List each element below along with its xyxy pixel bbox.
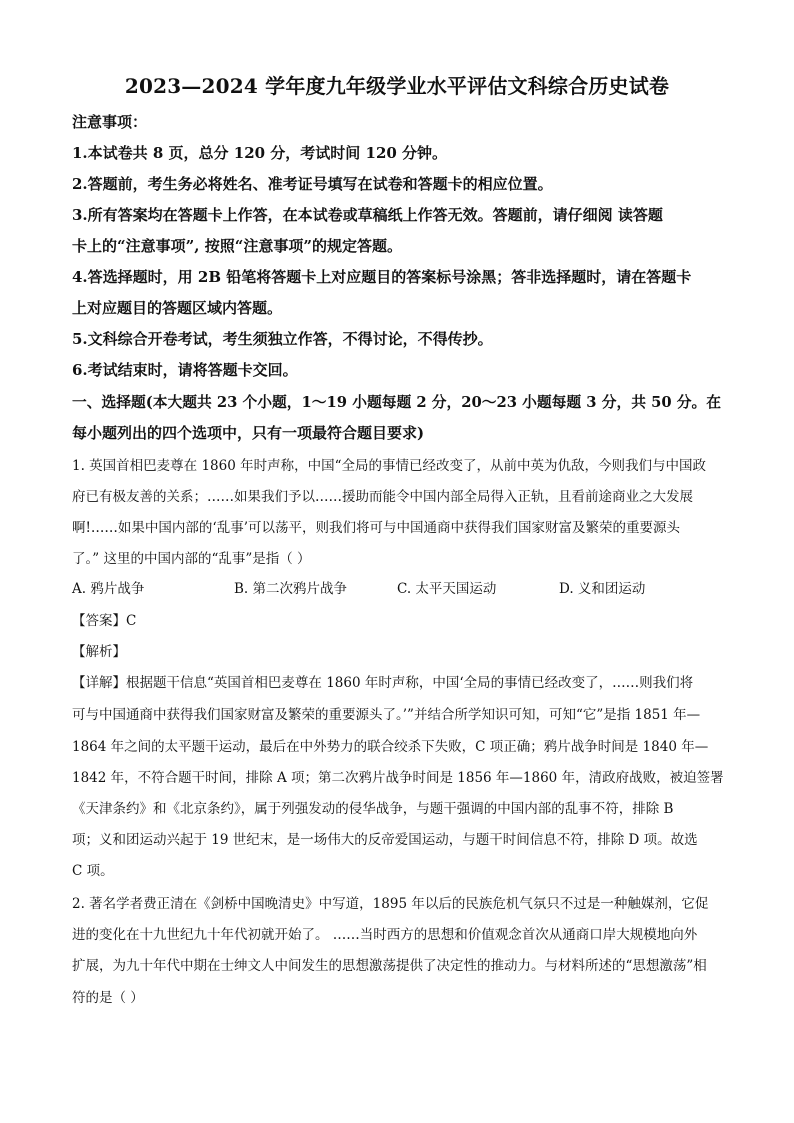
question-1-options — [72, 577, 724, 599]
notice-item: 上对应题目的答题区域内答题。 — [72, 299, 283, 317]
section-heading-cont: 每小题列出的四个选项中，只有一项最符合题目要求) — [72, 424, 425, 442]
question-2-stem: 进的变化在十九世纪九十年代初就开始了。 ……当时西方的思想和价值观念首次从通商口岸大规模地向外 — [72, 927, 698, 943]
question-1-stem: 了。” 这里的中国内部的“乱事”是指（ ） — [72, 551, 311, 567]
notice-heading: 注意事项： — [72, 113, 148, 131]
question-1-detail: 1864 年之间的太平题干运动，最后在中外势力的联合绞杀下失败，C 项正确；鸦片战争时间是 1840 年— — [72, 739, 709, 755]
notice-item: 4.答选择题时，用 2B 铅笔将答题卡上对应题目的答案标号涂黑；答非选择题时，请在答题卡 — [72, 268, 692, 286]
question-1-analysis: 【解析】 — [72, 644, 126, 660]
notice-item: 2.答题前，考生务必将姓名、准考证号填写在试卷和答题卡的相应位置。 — [72, 175, 553, 193]
question-1-detail: 1842 年，不符合题干时间，排除 A 项；第二次鸦片战争时间是 1856 年—1860 年，清政府战败，被迫签署 — [72, 770, 724, 786]
section-heading: 一、选择题(本大题共 23 个小题，1～19 小题每题 2 分，20～23 小题每题 3 分，共 50 分。在 — [72, 394, 721, 411]
notice-item: 3.所有答案均在答题卡上作答，在本试卷或草稿纸上作答无效。答题前，请仔细阅 读答题 — [72, 206, 663, 224]
question-1-detail: 【详解】根据题干信息“英国首相巴麦尊在 1860 年时声称，中国‘全局的事情已经改变了，……则我们将 — [72, 675, 694, 691]
option-c: C. 太平天国运动 — [397, 581, 497, 597]
option-b: B. 第二次鸦片战争 — [234, 581, 348, 597]
question-1-stem: 府已有极友善的关系；……如果我们予以……援助而能令中国内部全局得入正轨，且看前途商业之大发展 — [72, 489, 693, 505]
question-1-answer: 【答案】C — [72, 613, 137, 629]
question-2-stem: 符的是（ ） — [72, 990, 144, 1006]
option-d: D. 义和团运动 — [559, 581, 646, 597]
question-1-detail: 可与中国通商中获得我们国家财富及繁荣的重要源头了。’”并结合所学知识可知，可知“它”是指 1851 年— — [72, 707, 701, 723]
notice-item: 6.考试结束时，请将答题卡交回。 — [72, 361, 298, 379]
notice-item: 1.本试卷共 8 页，总分 120 分，考试时间 120 分钟。 — [72, 144, 448, 162]
question-2-stem: 扩展，为九十年代中期在士绅文人中间发生的思想激荡提供了决定性的推动力。与材料所述的“思想激荡”相 — [72, 958, 707, 974]
exam-title: 2023—2024 学年度九年级学业水平评估文科综合历史试卷 — [124, 74, 670, 98]
question-1-stem: 1. 英国首相巴麦尊在 1860 年时声称，中国“全局的事情已经改变了，从前中英为仇敌，今则我们与中国政 — [72, 458, 707, 474]
question-1-detail: 项；义和团运动兴起于 19 世纪末，是一场伟大的反帝爱国运动，与题干时间信息不符，排除 D 项。故选 — [72, 832, 698, 848]
option-a: A. 鸦片战争 — [72, 581, 145, 597]
notice-item: 5.文科综合开卷考试，考生须独立作答，不得讨论，不得传抄。 — [72, 330, 493, 348]
question-2-stem: 2. 著名学者费正清在《剑桥中国晚清史》中写道，1895 年以后的民族危机气氛只不过是一种触媒剂，它促 — [72, 896, 709, 912]
question-1-stem: 啊!……如果中国内部的‘乱事’可以荡平，则我们将可与中国通商中获得我们国家财富及繁荣的重要源头 — [72, 520, 681, 536]
question-1-detail: 《天津条约》和《北京条约》，属于列强发动的侵华战争，与题干强调的中国内部的乱事不符，排除 B — [72, 801, 674, 817]
notice-item: 卡上的“注意事项”, 按照“注意事项”的规定答题。 — [72, 237, 402, 255]
question-1-detail: C 项。 — [72, 863, 114, 879]
